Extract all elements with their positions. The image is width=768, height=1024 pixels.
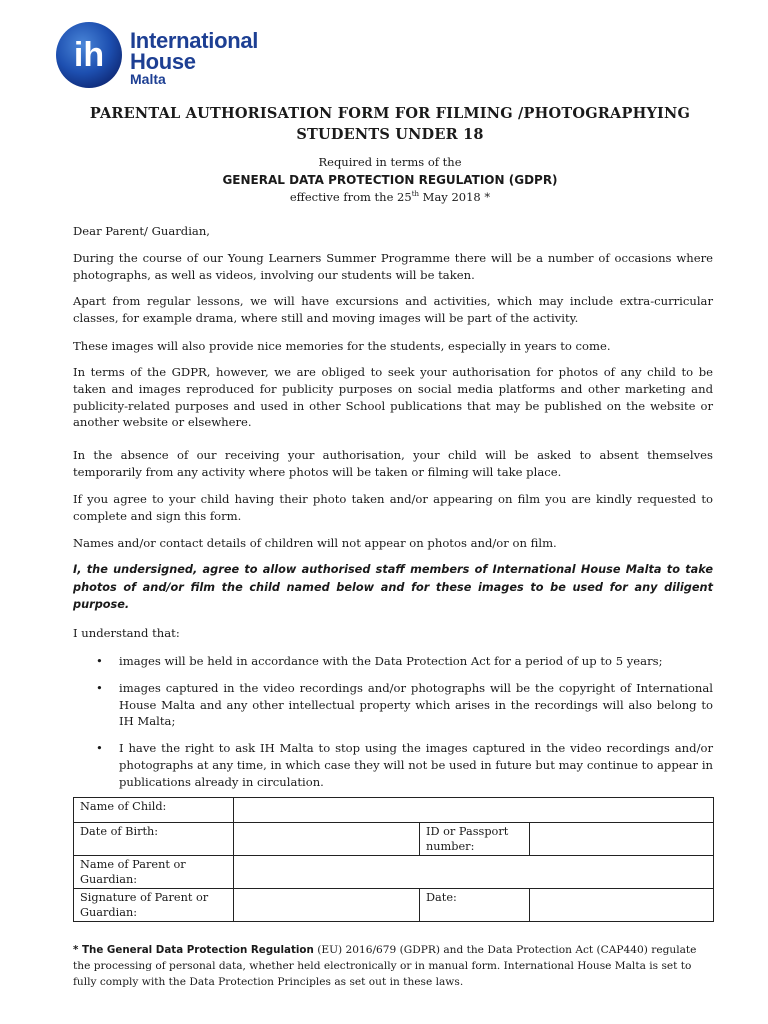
child-name-field[interactable] (234, 798, 714, 823)
paragraph-2: Apart from regular lessons, we will have excursions and activities, which may include extra-curricular classes, for example drama, where still and moving images will be part of the activity. (73, 294, 713, 325)
paragraph-4: In terms of the GDPR, however, we are obliged to seek your authorisation for photos of any child to be taken and images reproduced for publicity purposes on social media platforms and other marketing and publicity-related purposes and used in other School publications that may be published on the website or another website or elsewhere. (73, 365, 713, 430)
agreement-statement: I, the undersigned, agree to allow authorised staff members of International House Malta to take photos of and/or film the child named below and for these images to be used for any diligent purpose. (73, 563, 713, 611)
logo-line-1: International (130, 28, 259, 53)
page-title (60, 103, 720, 145)
date-field[interactable] (530, 889, 714, 922)
footnote (73, 942, 713, 990)
date-label: Date: (420, 889, 530, 922)
list-item: • I have the right to ask IH Malta to stop using the images captured in the video recordings and/or photographs at any time, in which case they will not be used in future but may continue to appear in publications already in circulation. (96, 741, 713, 789)
logo-line-2: House (130, 49, 196, 74)
paragraph-6: If you agree to your child having their photo taken and/or appearing on film you are kindly requested to complete and sign this form. (73, 492, 713, 523)
understand-intro: I understand that: (73, 626, 180, 640)
signature-field[interactable] (234, 889, 420, 922)
effective-post: May 2018 * (419, 190, 491, 204)
logo (54, 20, 284, 90)
dob-field[interactable] (234, 823, 420, 856)
child-name-label: Name of Child: (74, 798, 234, 823)
effective-sup: th (411, 190, 420, 199)
greeting: Dear Parent/ Guardian, (73, 224, 210, 238)
details-form-table (73, 797, 714, 922)
bullet-text: images will be held in accordance with the Data Protection Act for a period of up to 5 years; (119, 654, 663, 668)
bullet-text: I have the right to ask IH Malta to stop using the images captured in the video recordings and/or photographs at any time, in which case they will not be used in future but may continue to appear in publications already in circulation. (119, 741, 713, 789)
conditions-list (73, 653, 713, 801)
title-line-1: PARENTAL AUTHORISATION FORM FOR FILMING /PHOTOGRAPHYING (89, 105, 691, 122)
subheading-effective (60, 190, 720, 204)
paragraph-1: During the course of our Young Learners Summer Programme there will be a number of occasions where photographs, as well as videos, involving our students will be taken. (73, 251, 713, 282)
effective-pre: effective from the 25 (289, 190, 412, 204)
title-line-2: STUDENTS UNDER 18 (296, 126, 484, 143)
parent-name-field[interactable] (234, 856, 714, 889)
subheading-required: Required in terms of the (318, 155, 462, 169)
subheading-gdpr: GENERAL DATA PROTECTION REGULATION (GDPR) (222, 173, 558, 187)
list-item: • images captured in the video recordings and/or photographs will be the copyright of International House Malta and any other intellectual property which arises in the recordings will also belong to IH Malta; (96, 680, 713, 729)
footnote-text: (EU) 2016/679 (GDPR) and the Data Protection Act (CAP440) regulate the processing of personal data, whether held electronically or in manual form. International House Malta is set to fully comply with the Data Protection Principles as set out in these laws. (73, 944, 697, 988)
ih-globe-logo-icon (54, 20, 124, 90)
paragraph-7: Names and/or contact details of children will not appear on photos and/or on film. (73, 536, 557, 550)
paragraph-5: In the absence of our receiving your authorisation, your child will be asked to absent themselves temporarily from any activity where photos will be taken or filming will take place. (73, 448, 713, 479)
bullet-text: images captured in the video recordings and/or photographs will be the copyright of International House Malta and any other intellectual property which arises in the recordings will also belong to IH Malta; (119, 680, 713, 729)
logo-monogram: ih (73, 36, 105, 74)
signature-label: Signature of Parent or Guardian: (74, 889, 234, 922)
logo-line-3: Malta (130, 71, 166, 87)
id-label: ID or Passport number: (420, 823, 530, 856)
parent-name-label: Name of Parent or Guardian: (74, 856, 234, 889)
footnote-bold: * The General Data Protection Regulation (73, 944, 314, 956)
dob-label: Date of Birth: (74, 823, 234, 856)
id-field[interactable] (530, 823, 714, 856)
paragraph-3: These images will also provide nice memories for the students, especially in years to come. (73, 339, 611, 353)
list-item: • images will be held in accordance with the Data Protection Act for a period of up to 5 years; (96, 654, 663, 668)
